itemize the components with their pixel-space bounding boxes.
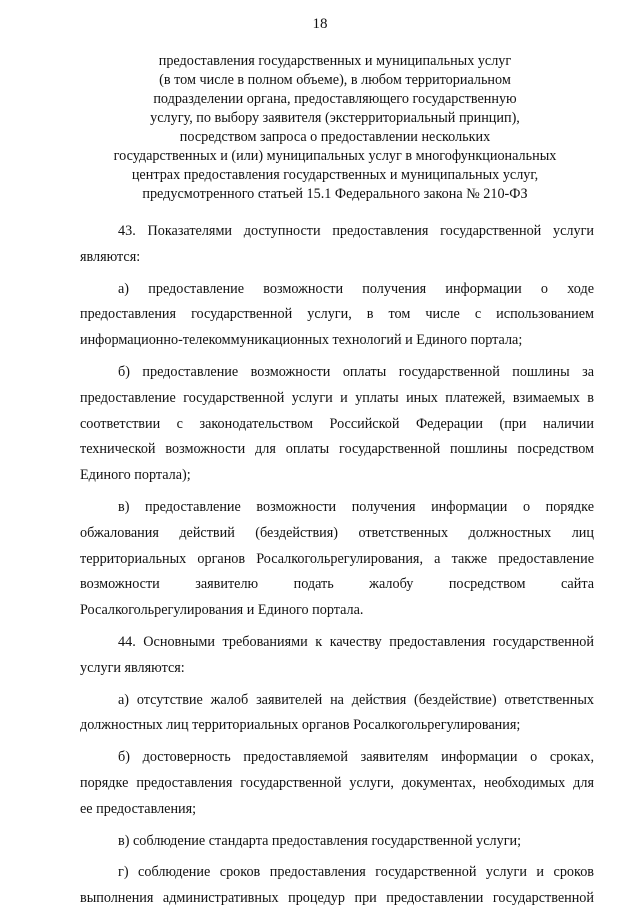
- text-line: Единого портала);: [80, 467, 191, 484]
- text-line: должностных лиц территориальных органов Росалкогольрегулирования;: [80, 717, 521, 734]
- text-line: предоставления государственной услуги, в том числе с использованием: [80, 306, 594, 323]
- paragraph-43: [80, 219, 594, 271]
- paragraph-43-v: [80, 495, 594, 624]
- text-line: соответствии с законодательством Российской Федерации (при наличии: [80, 415, 594, 432]
- heading-line: предусмотренного статьей 15.1 Федерального закона № 210-ФЗ: [142, 186, 528, 202]
- heading-line: центрах предоставления государственных и муниципальных услуг,: [131, 167, 539, 183]
- text-line: а) предоставление возможности получения информации о ходе: [118, 280, 594, 297]
- heading-line: посредством запроса о предоставлении нескольких: [179, 129, 491, 145]
- text-line: территориальных органов Росалкогольрегулирования, а также предоставление: [80, 550, 594, 567]
- heading-line: государственных и (или) муниципальных услуг в многофункциональных: [113, 148, 557, 164]
- text-line: 43. Показателями доступности предоставления государственной услуги: [118, 223, 594, 239]
- paragraph-44-b: [80, 745, 594, 822]
- text-line: 44. Основными требованиями к качеству предоставления государственной: [118, 633, 594, 650]
- heading-line: услугу, по выбору заявителя (экстерриториальный принцип),: [150, 110, 520, 126]
- text-line: ее предоставления;: [80, 800, 197, 817]
- heading-line: предоставления государственных и муниципальных услуг: [158, 53, 512, 69]
- text-line: возможности заявителю подать жалобу посредством сайта: [80, 576, 594, 593]
- text-line: а) отсутствие жалоб заявителей на действия (бездействие) ответственных: [118, 691, 594, 708]
- text-line: Росалкогольрегулирования и Единого портала.: [80, 602, 364, 619]
- text-line: порядке предоставления государственной услуги, документах, необходимых для: [80, 774, 594, 791]
- paragraph-44-v: [80, 829, 594, 855]
- text-line: в) соблюдение стандарта предоставления государственной услуги;: [118, 832, 522, 849]
- section-heading: [80, 52, 590, 204]
- paragraph-44-g: [80, 860, 594, 912]
- paragraph-44: [80, 630, 594, 682]
- document-body: [80, 219, 594, 918]
- heading-line: подразделении органа, предоставляющего государственную: [153, 91, 517, 107]
- text-line: обжалования действий (бездействия) ответственных должностных лиц: [80, 524, 594, 541]
- text-line: б) предоставление возможности оплаты государственной пошлины за: [118, 363, 594, 380]
- paragraph-43-a: [80, 277, 594, 354]
- text-line: информационно-телекоммуникационных технологий и Единого портала;: [80, 332, 523, 349]
- text-line: технической возможности для оплаты государственной пошлины посредством: [80, 441, 594, 458]
- text-line: в) предоставление возможности получения информации о порядке: [118, 498, 594, 515]
- text-line: выполнения административных процедур при предоставлении государственной: [80, 890, 594, 907]
- text-line: г) соблюдение сроков предоставления государственной услуги и сроков: [118, 864, 594, 881]
- text-line: являются:: [80, 248, 141, 265]
- text-line: предоставление государственной услуги и уплаты иных платежей, взимаемых в: [80, 389, 594, 406]
- paragraph-44-a: [80, 688, 594, 740]
- page-number: 18: [312, 16, 328, 32]
- heading-line: (в том числе в полном объеме), в любом территориальном: [159, 72, 511, 88]
- paragraph-43-b: [80, 360, 594, 489]
- text-line: б) достоверность предоставляемой заявителям информации о сроках,: [118, 749, 594, 766]
- text-line: услуги являются:: [80, 659, 185, 676]
